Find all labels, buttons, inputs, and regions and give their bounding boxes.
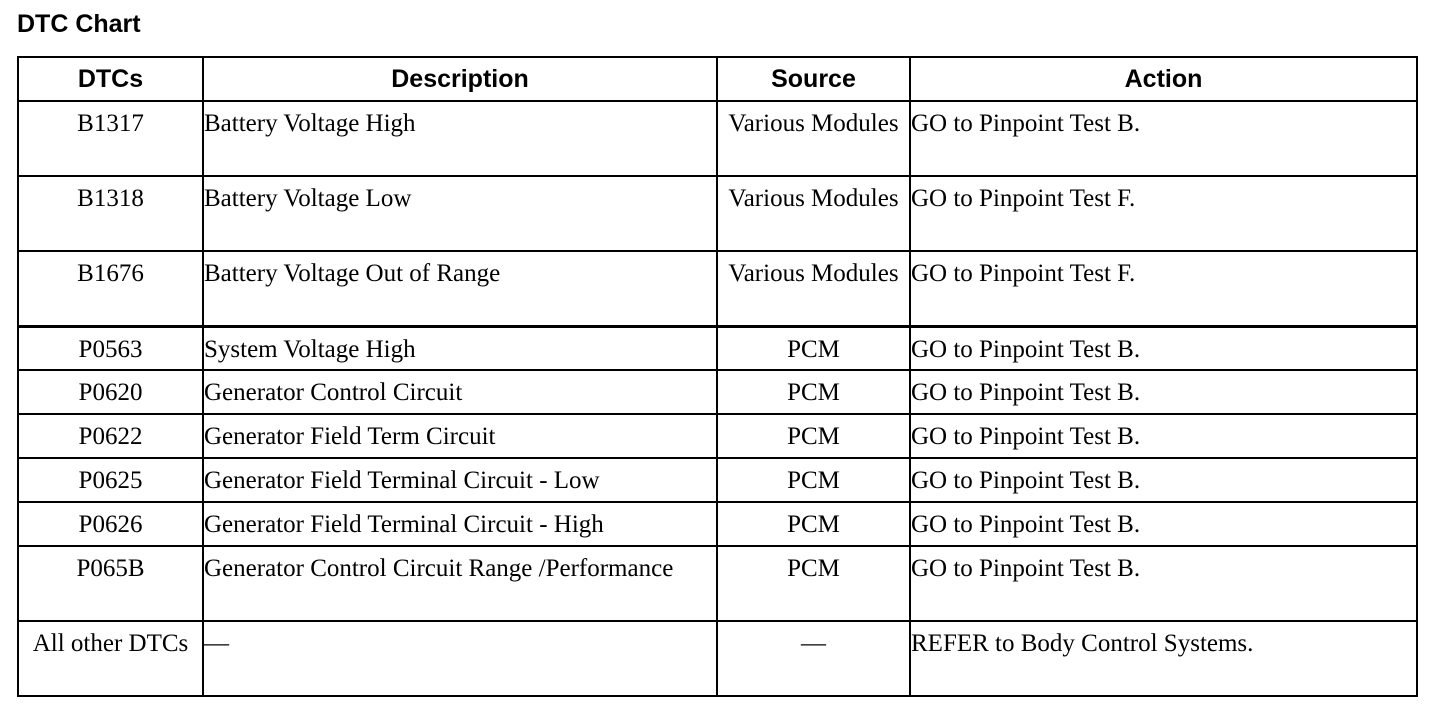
- header-source: Source: [717, 57, 910, 101]
- dtc-source: PCM: [717, 546, 910, 621]
- header-row: [18, 57, 1417, 101]
- dtc-description: Generator Control Circuit Range /Performance: [203, 546, 717, 621]
- dtc-action: GO to Pinpoint Test F.: [910, 176, 1417, 251]
- dtc-description: System Voltage High: [203, 326, 717, 370]
- dtc-action: GO to Pinpoint Test B.: [910, 414, 1417, 458]
- dtc-source: Various Modules: [717, 101, 910, 176]
- dtc-source: —: [717, 621, 910, 696]
- dtc-description: Generator Field Term Circuit: [203, 414, 717, 458]
- header-dtcs: DTCs: [18, 57, 203, 101]
- dtc-code: P0622: [18, 414, 203, 458]
- table-row: [18, 326, 1417, 370]
- dtc-description: Generator Field Terminal Circuit - Low: [203, 458, 717, 502]
- table-row: [18, 370, 1417, 414]
- dtc-code: B1317: [18, 101, 203, 176]
- table-row: [18, 251, 1417, 326]
- dtc-description: Generator Field Terminal Circuit - High: [203, 502, 717, 546]
- dtc-action: GO to Pinpoint Test B.: [910, 326, 1417, 370]
- table-row: [18, 414, 1417, 458]
- dtc-code: P0625: [18, 458, 203, 502]
- table-row: [18, 458, 1417, 502]
- dtc-source: Various Modules: [717, 251, 910, 326]
- table-row: [18, 101, 1417, 176]
- dtc-source: PCM: [717, 458, 910, 502]
- dtc-description: Generator Control Circuit: [203, 370, 717, 414]
- dtc-action: GO to Pinpoint Test B.: [910, 370, 1417, 414]
- table-row: [18, 176, 1417, 251]
- dtc-table: [17, 56, 1418, 697]
- dtc-action: GO to Pinpoint Test B.: [910, 546, 1417, 621]
- dtc-source: PCM: [717, 326, 910, 370]
- dtc-source: PCM: [717, 502, 910, 546]
- table-row: [18, 502, 1417, 546]
- dtc-code: P0626: [18, 502, 203, 546]
- dtc-code: P0563: [18, 326, 203, 370]
- dtc-description: —: [203, 621, 717, 696]
- dtc-code: P065B: [18, 546, 203, 621]
- dtc-action: GO to Pinpoint Test B.: [910, 458, 1417, 502]
- dtc-code: B1676: [18, 251, 203, 326]
- header-description: Description: [203, 57, 717, 101]
- table-row: [18, 546, 1417, 621]
- header-action: Action: [910, 57, 1417, 101]
- dtc-description: Battery Voltage Low: [203, 176, 717, 251]
- dtc-description: Battery Voltage Out of Range: [203, 251, 717, 326]
- dtc-source: PCM: [717, 414, 910, 458]
- dtc-code: B1318: [18, 176, 203, 251]
- dtc-source: Various Modules: [717, 176, 910, 251]
- dtc-code: All other DTCs: [18, 621, 203, 696]
- dtc-description: Battery Voltage High: [203, 101, 717, 176]
- dtc-action: GO to Pinpoint Test B.: [910, 502, 1417, 546]
- dtc-action: REFER to Body Control Systems.: [910, 621, 1417, 696]
- dtc-action: GO to Pinpoint Test F.: [910, 251, 1417, 326]
- dtc-action: GO to Pinpoint Test B.: [910, 101, 1417, 176]
- table-row: [18, 621, 1417, 696]
- dtc-code: P0620: [18, 370, 203, 414]
- dtc-source: PCM: [717, 370, 910, 414]
- chart-title: DTC Chart: [17, 10, 141, 38]
